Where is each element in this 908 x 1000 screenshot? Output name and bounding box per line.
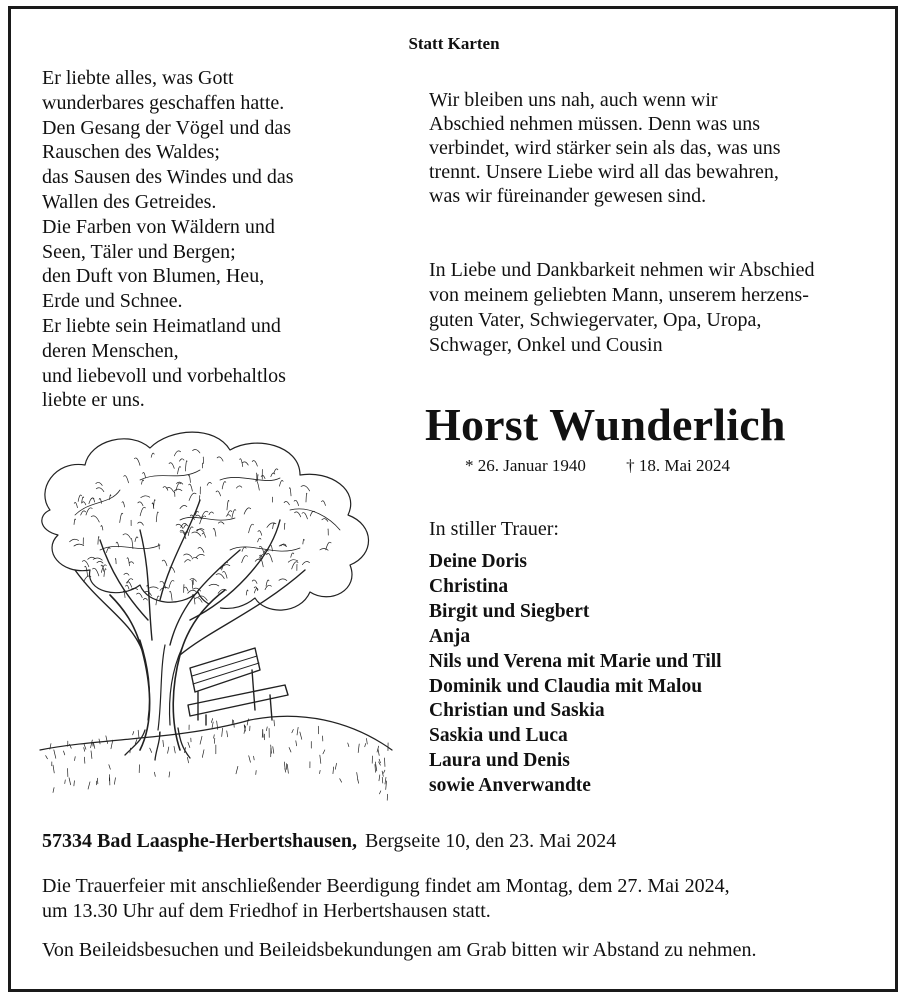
poem-line: liebte er uns. — [42, 389, 145, 412]
poem-line: Seen, Täler und Bergen; — [42, 240, 236, 263]
mourner-list — [429, 550, 722, 799]
poem-line: Er liebte sein Heimatland und — [42, 314, 281, 337]
poem-line: Wallen des Getreides. — [42, 190, 217, 213]
tree-with-bench-icon — [30, 420, 400, 816]
quote-line: trennt. Unsere Liebe wird all das bewahren, — [429, 161, 779, 183]
mourner-name: Saskia und Luca — [429, 725, 568, 747]
deceased-name: Horst Wunderlich — [425, 399, 786, 450]
quote-line: Abschied nehmen müssen. Denn was uns — [429, 113, 761, 135]
farewell-intro — [429, 258, 879, 358]
ceremony-info — [42, 874, 882, 924]
poem-line: das Sausen des Windes und das — [42, 166, 294, 189]
address-rest: Bergseite 10, den 23. Mai 2024 — [365, 830, 617, 852]
poem-line: wunderbares geschaffen hatte. — [42, 91, 285, 114]
intro-line: von meinem geliebten Mann, unserem herzens- — [429, 284, 809, 306]
mourner-name: Anja — [429, 625, 471, 647]
address-line — [42, 830, 616, 853]
mourner-name: Nils und Verena mit Marie und Till — [429, 650, 722, 672]
condolence-request: Von Beileidsbesuchen und Beileidsbekundungen am Grab bitten wir Abstand zu nehmen. — [42, 939, 757, 961]
mourner-name: Deine Doris — [429, 551, 528, 572]
poem-line: Die Farben von Wäldern und — [42, 215, 275, 238]
birth-date: * 26. Januar 1940 — [465, 456, 586, 475]
intro-line: In Liebe und Dankbarkeit nehmen wir Abschied — [429, 259, 815, 281]
intro-line: Schwager, Onkel und Cousin — [429, 334, 663, 356]
address-place: 57334 Bad Laasphe-Herbertshausen, — [42, 830, 358, 852]
ceremony-line: Die Trauerfeier mit anschließender Beerdigung findet am Montag, dem 27. Mai 2024, — [42, 875, 730, 897]
quote-line: verbindet, wird stärker sein als das, was uns — [429, 137, 781, 159]
mourner-name: sowie Anverwandte — [429, 775, 591, 797]
poem-line: Er liebte alles, was Gott — [42, 67, 234, 89]
life-dates — [465, 456, 730, 476]
poem-line: Erde und Schnee. — [42, 290, 183, 313]
poem-line: und liebevoll und vorbehaltlos — [42, 364, 286, 387]
poem — [42, 66, 382, 413]
poem-line: Den Gesang der Vögel und das — [42, 116, 292, 139]
death-date: † 18. Mai 2024 — [626, 456, 731, 475]
header-title: Statt Karten — [408, 34, 500, 53]
quote-line: Wir bleiben uns nah, auch wenn wir — [429, 89, 718, 111]
mourning-label: In stiller Trauer: — [429, 518, 559, 540]
quote-line: was wir füreinander gewesen sind. — [429, 185, 707, 207]
ceremony-line: um 13.30 Uhr auf dem Friedhof in Herbertshausen statt. — [42, 900, 491, 922]
mourner-name: Laura und Denis — [429, 750, 570, 772]
intro-line: guten Vater, Schwiegervater, Opa, Uropa, — [429, 309, 762, 331]
quote — [429, 88, 879, 208]
poem-line: den Duft von Blumen, Heu, — [42, 265, 265, 288]
mourner-name: Birgit und Siegbert — [429, 600, 590, 622]
poem-line: Rauschen des Waldes; — [42, 141, 220, 164]
mourner-name: Christian und Saskia — [429, 700, 605, 722]
mourner-name: Dominik und Claudia mit Malou — [429, 675, 703, 697]
mourner-name: Christina — [429, 575, 509, 597]
poem-line: deren Menschen, — [42, 339, 179, 362]
